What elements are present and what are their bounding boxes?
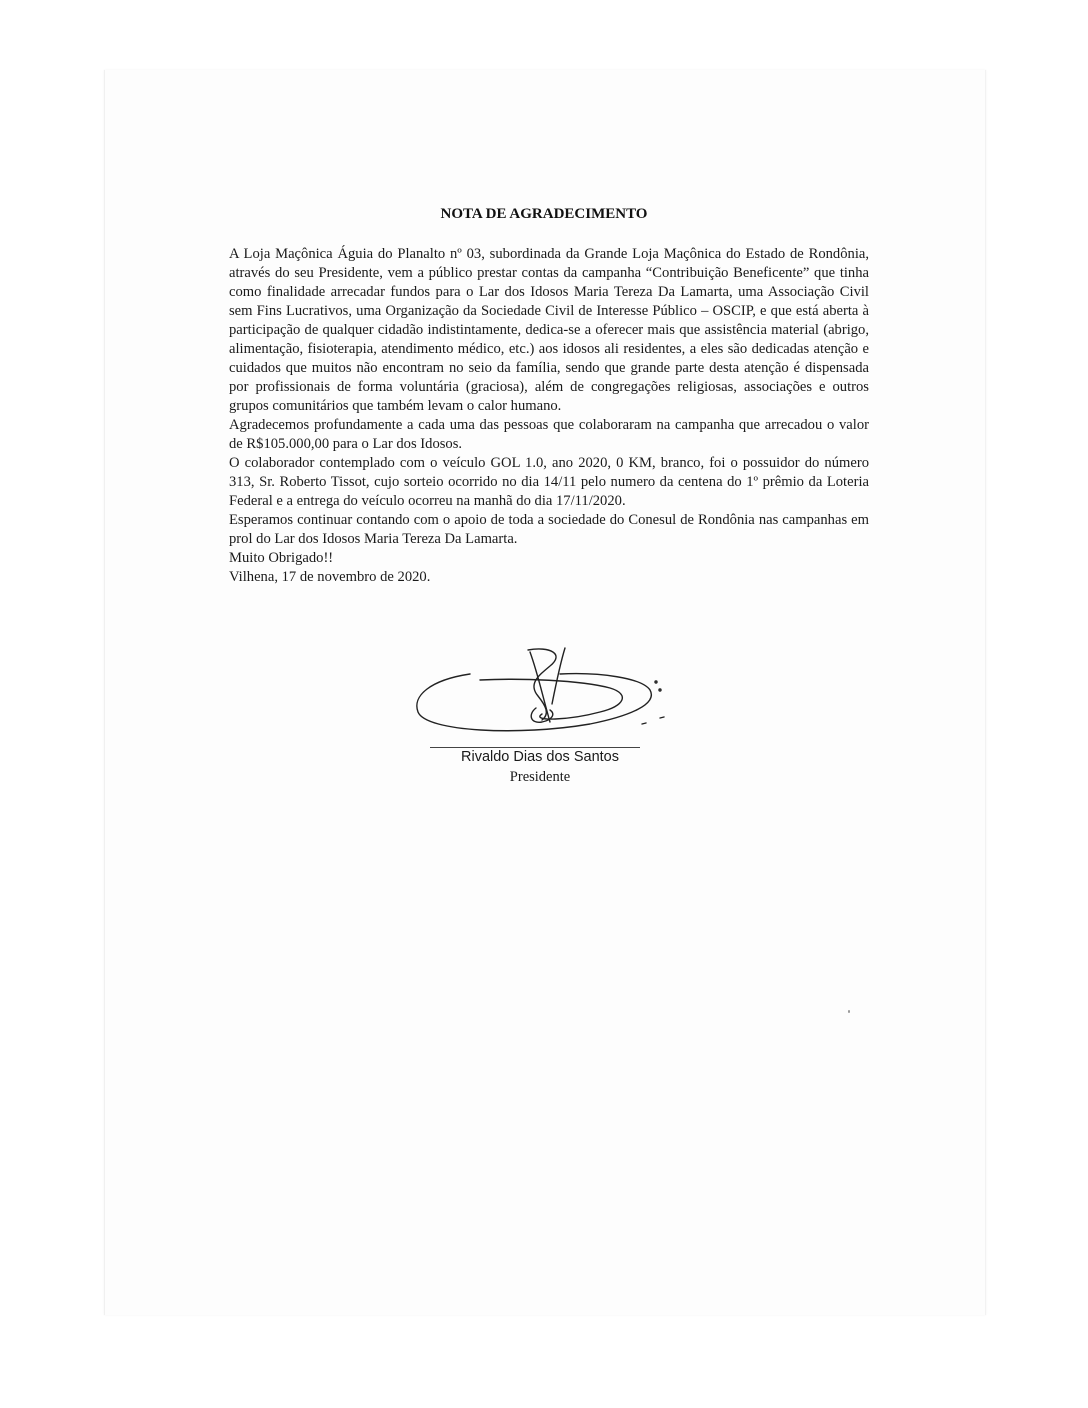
closing-line: Muito Obrigado!! bbox=[229, 550, 334, 566]
paragraph-intro: A Loja Maçônica Águia do Planalto nº 03, subordinada da Grande Loja Maçônica do Estado de Rondônia, através do seu Presidente, vem a público prestar contas da campanha “Contribuição Beneficente” que tinha como finalidade arrecadar fundos para o Lar dos Idosos Maria Tereza Da Lamarta, uma Associação Civil sem Fins Lucrativos, uma Organização da Sociedade Civil de Interesse Público – OSCIP, e que está aberta à participação de qualquer cidadão indistintamente, dedica-se a oferecer mais que assistência material (abrigo, alimentação, fisioterapia, atendimento médico, etc.) aos idosos ali residentes, a eles são dedicadas atenção e cuidados que muitos não encontram no seio da família, sendo que grande parte desta atenção é dispensada por profissionais de forma voluntária (graciosa), além de congregações religiosas, associações e outros grupos comunitários que também levam o calor humano. bbox=[229, 246, 869, 414]
paper-speck bbox=[848, 1010, 850, 1013]
paragraph-thanks: Agradecemos profundamente a cada uma das pessoas que colaboraram na campanha que arrecadou o valor de R$105.000,00 para o Lar dos Idosos. bbox=[229, 417, 869, 452]
signer-name: Rivaldo Dias dos Santos bbox=[461, 749, 619, 765]
document-body bbox=[229, 245, 869, 587]
paragraph-winner: O colaborador contemplado com o veículo GOL 1.0, ano 2020, 0 KM, branco, foi o possuidor do número 313, Sr. Roberto Tissot, cujo sorteio ocorrido no dia 14/11 pelo numero da centena do 1º prêmio da Loteria Federal e a entrega do veículo ocorreu na manhã do dia 17/11/2020. bbox=[229, 455, 869, 509]
signer-role: Presidente bbox=[509, 769, 571, 785]
place-date: Vilhena, 17 de novembro de 2020. bbox=[229, 569, 431, 585]
document-title: NOTA DE AGRADECIMENTO bbox=[440, 206, 648, 222]
paragraph-hope: Esperamos continuar contando com o apoio de toda a sociedade do Conesul de Rondônia nas campanhas em prol do Lar dos Idosos Maria Tereza Da Lamarta. bbox=[229, 512, 869, 547]
handwritten-signature-icon bbox=[410, 644, 680, 744]
signature-line bbox=[430, 747, 640, 748]
